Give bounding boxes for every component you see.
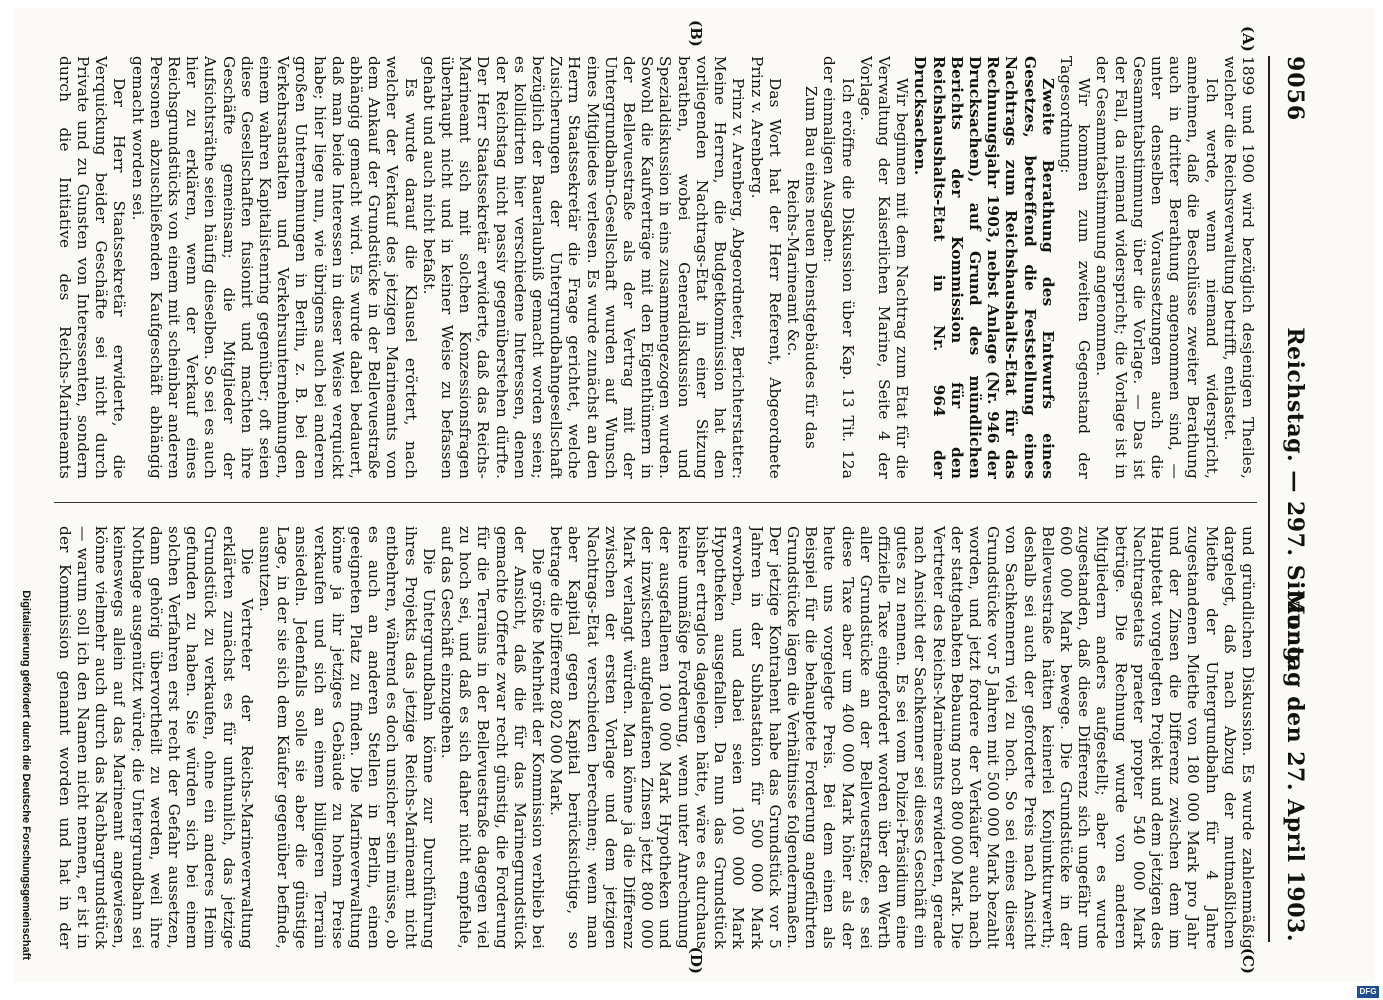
paragraph: Das Wort hat der Herr Referent, Abgeordnete Prinz v. Arenberg. [747,56,784,479]
paragraph: Wir beginnen mit dem Nachtrag zum Etat für die Verwaltung der Kaiserlichen Marine, Seite 4 der Vorlage. [856,56,912,479]
running-title: Reichstag. — 297. Sitzung. [1282,327,1308,671]
paragraph: Ich eröffne die Diskussion über Kap. 13 Tit. 12a der einmaligen Ausgaben: [820,56,857,479]
digitization-credit [14,0,38,1000]
session-date: Montag den 27. April 1903. [1282,590,1308,942]
agenda-heading: Zweite Berathung des Entwurfs eines Gesetzes, betreffend die Feststellung eines Nachtrags zum Reichshaushalts-Etat für das Rechnungsjahr 1903, nebst Anlage (Nr. 946 der Drucksachen), auf Grund des mündlichen Berichts der Kommission für den Reichshaushalts-Etat in Nr. 964 der Drucksachen. [911,56,1057,479]
left-text-column [54,56,1257,479]
paragraph: Ich werde, wenn niemand widerspricht, annehmen, daß die Beschlüsse zweiter Berathung auch in dritter Berathung angenommen sind, — unter denselben Voraussetzungen auch die Gesammtabstimmung über die Vorlage. — Das ist der Fall, da niemand widerspricht; die Vorlage ist in der Gesammtabstimmung angenommen. [1093,56,1221,479]
page-header [1268,56,1320,942]
paragraph: Der Herr Staatssekretär erwiderte, die Verquickung beider Geschäfte sei nicht durch Private und zu Gunsten von Interessenten, sondern durch die Initiative des Reichs-Marineamts [55,56,129,479]
paragraph: 1899 und 1900 wird bezüglich desjenigen Theiles, welcher die Reichsverwaltung betrifft, entlastet. [1220,56,1257,479]
paragraph: Die Untergrundbahn könne zur Durchführung ihres Projekts das jetzige Reichs-Marineamt nicht entbehren, während es doch unsicher sein müsse, ob es auch an anderen Stellen in Berlin, einen geeigneten Platz zu finden. Die Marineverwaltung könne ja ihr jetziges Gebäude zu hohem Preise verkaufen und sich an einem billigeren Terrain ansiedeln. Jedenfalls solle sie aber die günstige Lage, in der sie sich dem Käufer gegenüber befinde, ausnutzen. [256,526,438,949]
margin-marker-c: (C) [1239,947,1257,974]
column-divider [54,502,1257,503]
paragraph: Die Vertreter der Reichs-Marineverwaltung erklärten zunächst es für unthunlich, das jetzige Grundstück zu verkaufen, ohne ein anderes Heim gefunden zu haben. Sie würden sich bei einem solchen Verfahren erst recht der Gefahr aussetzen, dann gehörig übervortheilt zu werden, weil ihre Nothlage ausgenützt würde; die Untergrundbahn sei keineswegs allein auf das Marineamt angewiesen, könne vielmehr auch durch das Nachbargrundstück — warum soll ich den Namen nicht nennen, er ist in der Kommission genannt worden und hat in der [55,526,256,949]
document-page [14,8,1375,982]
paragraph: Prinz v. Arenberg, Abgeordneter, Berichterstatter: Meine Herren, die Budgetkommission hat den vorliegenden Nachtrags-Etat in einer Sitzung berathen, wobei Generaldiskussion und Spezialdiskussion in eins zusammengezogen wurden. Sowohl die Kaufverträge mit den Eigenthümern in der Bellevuestraße als der Vertrag mit der Untergrundbahn-Gesellschaft wurden auf Wunsch eines Mitgliedes verlesen. Es wurde zunächst an den Herrn Staatssekretär die Frage gerichtet, welche Zusicherungen der Untergrundbahngesellschaft bezüglich der Bauerlaubniß gemacht worden seien; es kollidirten hier verschiedene Interessen, denen der Reichstag nicht passiv gegenüberstehen dürfte. Der Herr Staatssekretär erwiderte, daß das Reichs-Marineamt sich mit solchen Konzessionsfragen überhaupt nicht und in keiner Weise zu befassen gehabt und auch nicht befaßt. [419,56,748,479]
credit-text: Digitalisierung gefördert durch die Deutsche Forschungsgemeinschaft [20,590,32,960]
paragraph: Die größte Mehrheit der Kommission verblieb bei der Ansicht, daß die für das Marinegrundstück gemachte Offerte zwar recht günstig, die Forderung für die Terrains in der Bellevuestraße dagegen viel zu hoch sei, und daß es sich daher nicht empfehle, auf das Geschäft einzugehen. [438,526,548,949]
right-text-column [54,526,1257,949]
paragraph: Es wurde darauf die Klausel erörtert, nach welcher der Verkauf des jetzigen Marineamts von dem Ankauf der Grundstücke in der Bellevuestraße abhängig gemacht wird. Es wurde dabei bedauert, daß man beide Interessen in dieser Weise verquickt habe; hier liege nun, wie übrigens auch bei anderen großen Unternehmungen in Berlin, z. B. bei den Verkehrsanstalten und Verkehrsunternehmungen, einem wahren Kapitalistenring gegenüber; oft seien diese Gesellschaften fusionirt und machten ihre Geschäfte gemeinsam; die Mitglieder der Aufsichtsräthe seien häufig dieselben. So sei es auch hier zu erklären, wenn der Verkauf eines Reichsgrundstücks von einem mit scheinbar anderen Personen abzuschließenden Kaufgeschäft abhängig gemacht worden sei. [128,56,420,479]
budget-item: Zum Bau eines neuen Dienstgebäudes für das Reichs-Marineamt &c. [783,86,821,449]
margin-marker-d: (D) [687,946,705,974]
margin-marker-a: (A) [1239,26,1257,52]
paragraph: Wir kommen zum zweiten Gegenstand der Tagesordnung: [1056,56,1094,479]
paragraph: und gründlichen Diskussion. Es wurde zahlenmäßig dargelegt, daß nach Abzug der mutmaßlichen Miethe der Untergrundbahn für 4 Jahre zugestandenen Miethe von 180 000 Mark pro Jahr und der Zinsen die Differenz zwischen dem im Hauptetat vorgelegten Projekt und dem jetzigen des Nachtragsetats praeter propter 540 000 Mark betrüge. Die Rechnung wurde von anderen Mitgliedern anders aufgestellt; aber es wurde zugestanden, daß diese Differenz sich ungefähr um 600 000 Mark bewege. Die Grundstücke in der Bellevuestraße hätten keinerlei Konjunkturwerth; deshalb sei auch der geforderte Preis nach Ansicht von Sachkennern viel zu hoch. So sei eines dieser Grundstücke vor 5 Jahren mit 500 000 Mark bezahlt worden, und jetzt fordere der Verkäufer auch nach der stattgehabten Bebauung noch 800 000 Mark. Die Vertreter des Reichs-Marineamts erwiderten, gerade nach Ansicht der Sachkenner sei dieses Geschäft ein gutes zu nennen. Es sei vom Polizei-Präsidium eine offizielle Taxe eingefordert worden über den Werth aller Grundstücke an der Bellevuestraße; es sei diese Taxe aber um 400 000 Mark höher als der heute uns vorgelegte Preis. Bei dem einen als Beispiel für die behauptete Forderung angeführten Grundstücke lägen die Verhältnisse folgendermaßen. Der jetzige Kontrahent habe das Grundstück vor 5 Jahren in der Subhastation für 500 000 Mark erworben, und dabei seien 100 000 Mark Hypotheken ausgefallen. Da nun das Grundstück bisher ertraglos dagelegen hätte, wäre es durchaus keine unmäßige Forderung, wenn unter Anrechnung der ausgefallenen 100 000 Mark Hypotheken und der inzwischen aufgelaufenen Zinsen jetzt 800 000 Mark verlangt würden. Man könne ja die Differenz zwischen der ersten Vorlage und dem jetzigen Nachtrags-Etat verschieden berechnen; wenn man aber Kapital gegen Kapital berücksichtige, so betrage die Differenz 802 000 Mark. [547,526,1257,949]
dfg-logo: DFG [1357,986,1379,998]
page-number: 9056 [1282,56,1308,122]
margin-marker-b: (B) [687,20,705,47]
